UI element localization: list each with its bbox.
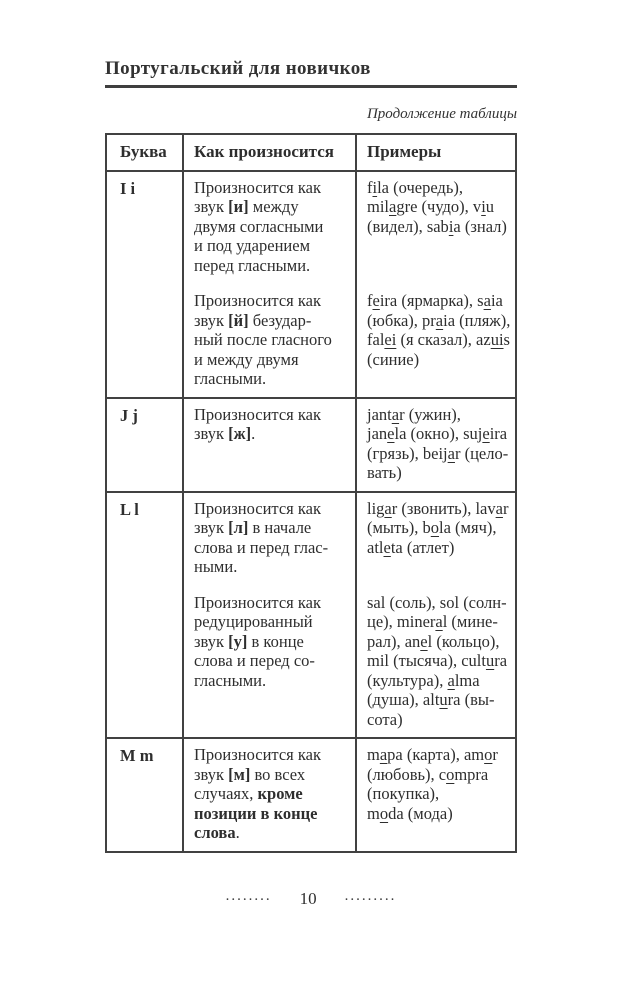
pronunciation-paragraph: Произносится как звук [л] в начале слова и перед глас- ными.	[194, 498, 329, 576]
footer-dots-right: .........	[344, 887, 397, 904]
examples-paragraph: ligar (звонить), lavar (мыть), bola (мяч), atleta (атлет)	[367, 498, 509, 557]
column-header-letter: Буква	[120, 141, 167, 161]
pronunciation-paragraph: Произносится как звук [и] между двумя согласными и под ударением перед гласными.	[194, 177, 324, 275]
header-rule	[105, 85, 517, 88]
running-head: Португальский для новичков	[105, 58, 371, 79]
table-header-row	[107, 135, 515, 172]
page-footer	[105, 889, 517, 909]
table-row	[107, 491, 515, 738]
table-caption: Продолжение таблицы	[366, 105, 517, 122]
table-row	[107, 397, 515, 491]
examples-paragraph: sal (соль), sol (солн- це), mineral (мине- рал), anel (кольцо), mil (тысяча), cultura (культура), alma (душа), altura (вы- сота)	[367, 592, 508, 729]
pronunciation-table	[105, 133, 517, 853]
pronunciation-paragraph: Произносится как звук [м] во всех случаях, кроме позиции в конце слова.	[194, 745, 321, 842]
letter-cell: J j	[120, 405, 138, 425]
examples-paragraph: fila (очередь), milagre (чудо), viu (видел), sabia (знал)	[367, 177, 507, 236]
examples-paragraph: feira (ярмарка), saia (юбка), praia (пляж), falei (я сказал), azuis (синие)	[367, 291, 511, 369]
pronunciation-paragraph: Произносится как редуцированный звук [у] в конце слова и перед со- гласными.	[194, 592, 321, 690]
letter-cell: I i	[120, 178, 136, 198]
column-header-examples: Примеры	[367, 141, 442, 161]
table-row	[107, 737, 515, 851]
examples-paragraph: mapa (карта), amor (любовь), compra (покупка), moda (мода)	[367, 745, 498, 823]
column-header-pronunciation: Как произносится	[194, 141, 334, 161]
page-content	[105, 58, 517, 853]
letter-cell: M m	[120, 746, 154, 765]
examples-paragraph: jantar (ужин), janela (окно), sujeira (грязь), beijar (цело- вать)	[367, 404, 509, 482]
letter-cell: L l	[120, 499, 139, 519]
pronunciation-paragraph: Произносится как звук [й] безудар- ный после гласного и между двумя гласными.	[194, 291, 332, 388]
table-body	[107, 172, 515, 851]
footer-dots-left: ........	[225, 887, 272, 904]
pronunciation-paragraph: Произносится как звук [ж].	[194, 404, 321, 443]
page-number: 10	[299, 889, 317, 908]
table-row	[107, 172, 515, 397]
